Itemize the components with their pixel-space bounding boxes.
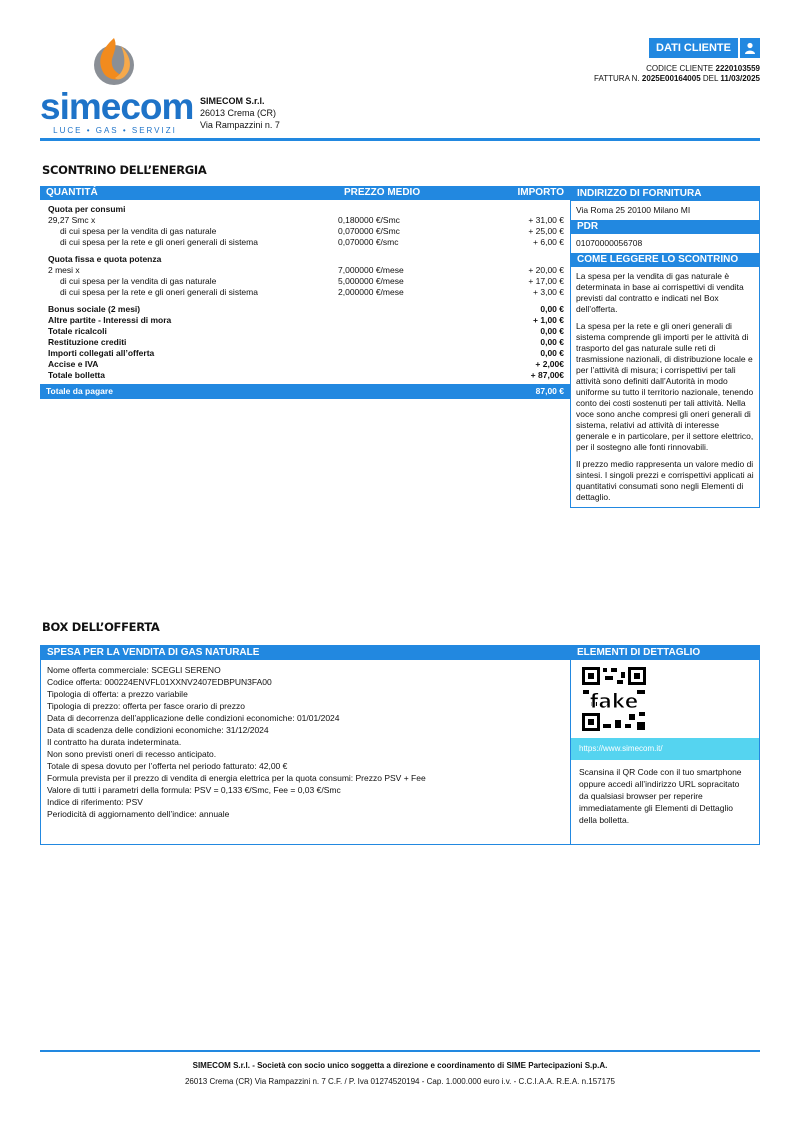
fornitura-header: INDIRIZZO DI FORNITURA (571, 187, 759, 201)
company-info (200, 95, 280, 131)
scontrino-row (48, 226, 564, 237)
row-prezzo (338, 359, 478, 370)
fattura-label: FATTURA N. (594, 74, 640, 83)
row-quantita: Importi collegati all’offerta (48, 348, 155, 358)
header-importo: IMPORTO (517, 187, 564, 198)
totale-value: 87,00 € (535, 386, 564, 396)
row-quantita: 29,27 Smc x (48, 215, 96, 225)
offerta-line: Non sono previsti oneri di recesso anticipato. (47, 749, 217, 759)
row-quantita: Accise e IVA (48, 359, 99, 369)
pdr-value: 01070000056708 (576, 238, 643, 248)
row-quantita: 2 mesi x (48, 265, 80, 275)
offerta-line: Data di scadenza delle condizioni economiche: 31/12/2024 (47, 725, 269, 735)
scontrino-row (48, 287, 564, 298)
offerta-line: Valore di tutti i parametri della formula: PSV = 0,133 €/Smc, Fee = 0,03 €/Smc (47, 785, 341, 795)
scontrino-header-row (40, 186, 570, 200)
offerta-header: SPESA PER LA VENDITA DI GAS NATURALE (41, 646, 570, 660)
row-quantita: di cui spesa per la vendita di gas naturale (60, 276, 217, 286)
legend-header: COME LEGGERE LO SCONTRINO (571, 253, 759, 267)
row-importo: + 6,00 € (533, 237, 564, 247)
scontrino-bottom-line (40, 398, 570, 399)
header-divider (40, 138, 760, 141)
row-prezzo: 0,070000 €/Smc (338, 226, 400, 236)
logo-tagline: LUCE • GAS • SERVIZI (53, 126, 177, 135)
footer (40, 1058, 760, 1090)
row-importo: + 3,00 € (533, 287, 564, 297)
totale-label: Totale da pagare (46, 386, 113, 396)
offerta-line: Formula prevista per il prezzo di vendita di energia elettrica per la quota consumi: Prezzo PSV + Fee (47, 773, 426, 783)
scontrino-row (48, 215, 564, 226)
fattura-date-label: DEL (702, 74, 719, 83)
scontrino-row (48, 254, 564, 265)
codice-cliente-label: CODICE CLIENTE (646, 64, 714, 73)
legend-text (571, 267, 759, 507)
row-importo: 0,00 € (540, 326, 564, 336)
row-prezzo (338, 348, 478, 359)
row-importo: + 25,00 € (528, 226, 564, 236)
company-name: SIMECOM S.r.l. (200, 96, 265, 106)
offerta-line: Il contratto ha durata indeterminata. (47, 737, 182, 747)
fattura-date: 11/03/2025 (720, 74, 760, 83)
row-quantita: Bonus sociale (2 mesi) (48, 304, 141, 314)
row-prezzo (338, 326, 478, 337)
row-quantita: Totale ricalcoli (48, 326, 107, 336)
row-quantita: di cui spesa per la rete e gli oneri generali di sistema (60, 287, 258, 297)
scontrino-row (48, 326, 564, 337)
footer-line-1: SIMECOM S.r.l. - Società con socio unico soggetta a direzione e coordinamento di SIME Partecipazioni S.p.A. (192, 1061, 608, 1070)
company-street: Via Rampazzini n. 7 (200, 120, 280, 130)
user-icon (740, 38, 760, 58)
offerta-line: Tipologia di offerta: a prezzo variabile (47, 689, 188, 699)
row-importo: + 17,00 € (528, 276, 564, 286)
scontrino-row (48, 315, 564, 326)
row-prezzo: 7,000000 €/mese (338, 265, 404, 275)
flame-logo-icon (91, 36, 137, 88)
dettaglio-url-link[interactable]: https://www.simecom.it/ (571, 738, 759, 760)
row-prezzo (338, 337, 478, 348)
client-badge (649, 38, 760, 58)
row-prezzo (338, 204, 478, 215)
row-quantita: Quota per consumi (48, 204, 126, 214)
pdr-header: PDR (571, 220, 759, 234)
row-prezzo (338, 304, 478, 315)
totale-da-pagare-bar (40, 384, 570, 398)
client-badge-label: DATI CLIENTE (649, 38, 738, 58)
row-importo (478, 204, 564, 215)
offerta-title: BOX DELL’OFFERTA (42, 620, 160, 634)
codice-cliente-line (510, 64, 760, 74)
row-prezzo (338, 370, 478, 381)
offerta-lines (41, 660, 570, 824)
row-importo: 0,00 € (540, 304, 564, 314)
codice-cliente-value: 2220103559 (715, 64, 760, 73)
offerta-line: Data di decorrenza dell’applicazione delle condizioni economiche: 01/01/2024 (47, 713, 340, 723)
row-importo (478, 254, 564, 265)
legend-paragraph-1: La spesa per la vendita di gas naturale è determinata in base ai corrispettivi di vendita previsti dal contratto e indicati nel Box dell’offerta. (576, 271, 744, 314)
dettaglio-header: ELEMENTI DI DETTAGLIO (571, 646, 759, 660)
fattura-number: 2025E00164005 (641, 74, 701, 83)
offerta-line: Totale di spesa dovuto per l’offerta nel periodo fatturato: 42,00 € (47, 761, 288, 771)
row-importo: 0,00 € (540, 337, 564, 347)
row-importo: + 1,00 € (533, 315, 564, 325)
qr-fake-text: fake (589, 689, 639, 713)
dettaglio-box (570, 645, 760, 845)
footer-divider (40, 1050, 760, 1052)
scontrino-table (40, 186, 570, 399)
scontrino-title: SCONTRINO DELL’ENERGIA (42, 163, 207, 177)
row-prezzo (338, 315, 478, 326)
row-prezzo (338, 254, 478, 265)
scontrino-row (48, 276, 564, 287)
qr-code-icon[interactable] (581, 666, 647, 732)
scontrino-row (48, 204, 564, 215)
row-prezzo: 0,070000 €/smc (338, 237, 399, 247)
logo-wordmark: simecom (40, 86, 194, 127)
scontrino-rows (40, 200, 570, 381)
footer-line-2: 26013 Crema (CR) Via Rampazzini n. 7 C.F. / P. Iva 01274520194 - Cap. 1.000.000 euro i.v. - C.C.I.A.A. R.E.A. n.157175 (184, 1077, 615, 1086)
scontrino-row (48, 237, 564, 248)
client-header (510, 38, 760, 84)
legend-paragraph-2: La spesa per la rete e gli oneri generali di sistema comprende gli importi per le attività di trasporto del gas naturale sulle reti di trasmissione nazionali, di distribuzione locale e per l’attività di misura; i corrispettivi per tali attività sono definiti dall’Autorità in modo uniforme su tutto il territorio nazionale, tenendo conto dei costi sostenuti per tali attività. Nella voce sono anche compresi gli oneri generali di sistema, relativi ad attività di interesse generale e in particolare, per il settore elettrico, per il sostegno alle fonti rinnovabili. (576, 321, 754, 452)
scontrino-row (48, 359, 564, 370)
row-importo: + 31,00 € (528, 215, 564, 225)
scontrino-row (48, 348, 564, 359)
scontrino-row (48, 265, 564, 276)
legend-paragraph-3: Il prezzo medio rappresenta un valore medio di sintesi. I singoli prezzi e corrispettivi applicati ai quantitativi consumati sono negli Elementi di dettaglio. (576, 459, 754, 502)
row-prezzo: 2,000000 €/mese (338, 287, 404, 297)
row-quantita: Totale bolletta (48, 370, 105, 380)
row-prezzo: 5,000000 €/mese (338, 276, 404, 286)
scontrino-row (48, 370, 564, 381)
row-importo: 0,00 € (540, 348, 564, 358)
row-importo: + 20,00 € (528, 265, 564, 275)
row-prezzo: 0,180000 €/Smc (338, 215, 400, 225)
row-quantita: Restituzione crediti (48, 337, 127, 347)
row-quantita: Altre partite - Interessi di mora (48, 315, 172, 325)
row-quantita: di cui spesa per la rete e gli oneri generali di sistema (60, 237, 258, 247)
fornitura-address: Via Roma 25 20100 Milano MI (576, 205, 691, 215)
dettaglio-text: Scansina il QR Code con il tuo smartphone oppure accedi all’indirizzo URL sopracitato da qualsiasi browser per reperire immediatamente gli Elementi di Dettaglio della bolletta. (579, 767, 742, 825)
fattura-line (510, 74, 760, 84)
offerta-line: Tipologia di prezzo: offerta per fasce orario di prezzo (47, 701, 245, 711)
offerta-line: Periodicità di aggiornamento dell’indice: annuale (47, 809, 230, 819)
fornitura-box (570, 186, 760, 508)
simecom-logo (40, 36, 194, 136)
row-importo: + 2,00€ (535, 359, 564, 369)
offerta-line: Nome offerta commerciale: SCEGLI SERENO (47, 665, 221, 675)
row-quantita: Quota fissa e quota potenza (48, 254, 162, 264)
scontrino-row (48, 304, 564, 315)
row-importo: + 87,00€ (530, 370, 564, 380)
scontrino-row (48, 337, 564, 348)
offerta-line: Codice offerta: 000224ENVFL01XXNV2407EDBPUN3FA00 (47, 677, 272, 687)
offerta-line: Indice di riferimento: PSV (47, 797, 143, 807)
row-quantita: di cui spesa per la vendita di gas naturale (60, 226, 217, 236)
header-quantita: QUANTITÁ (46, 187, 98, 198)
offerta-box (40, 645, 570, 845)
header-prezzo: PREZZO MEDIO (344, 187, 421, 198)
company-city: 26013 Crema (CR) (200, 108, 277, 118)
